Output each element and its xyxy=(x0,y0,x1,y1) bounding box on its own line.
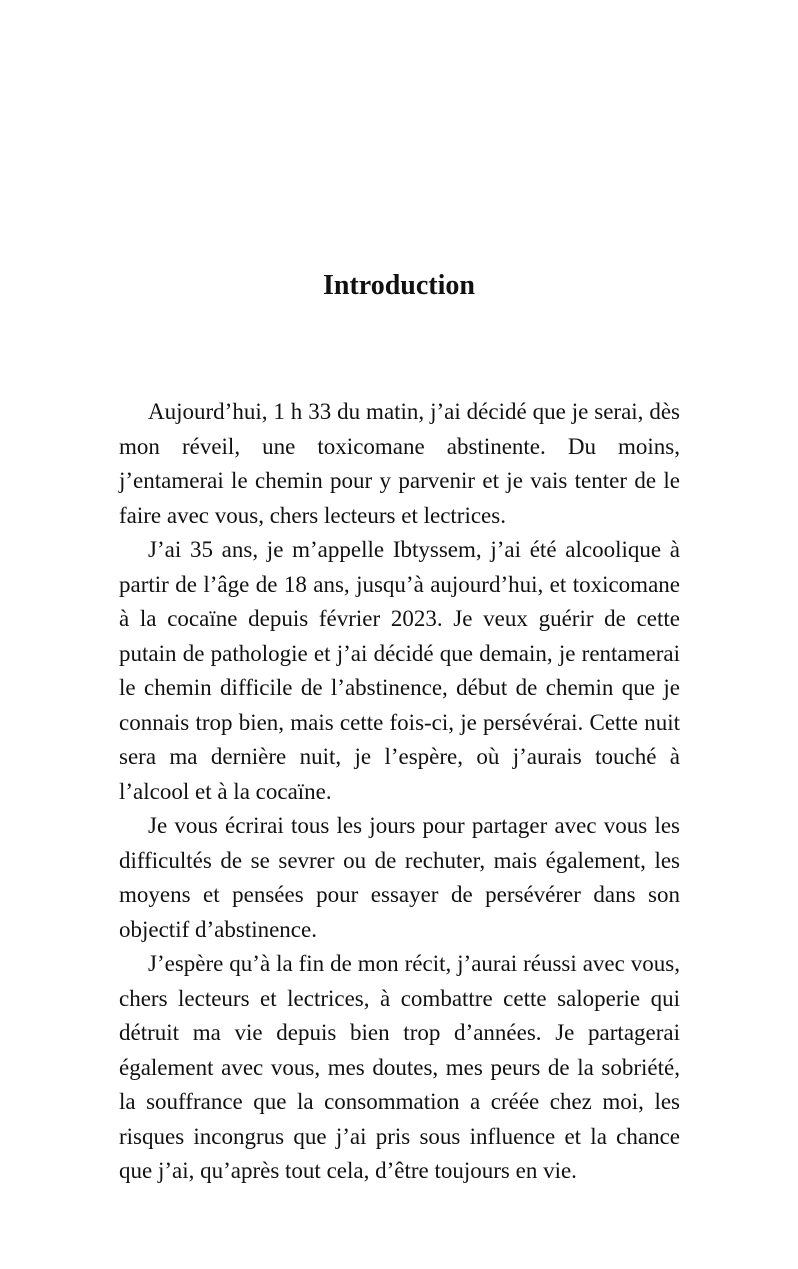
paragraph: Aujourd’hui, 1 h 33 du matin, j’ai décidé que je serai, dès mon réveil, une toxicomane abstinente. Du moins, j’entamerai le chemin pour y parvenir et je vais tenter de le faire avec vous, chers lecteurs et lectrices. xyxy=(119,399,680,528)
chapter-body xyxy=(119,395,680,1189)
paragraph: Je vous écrirai tous les jours pour partager avec vous les difficultés de se sevrer ou de rechuter, mais également, les moyens et pensées pour essayer de persévérer dans son objectif d’abstinence. xyxy=(119,813,680,942)
chapter-title: Introduction xyxy=(323,270,475,301)
paragraph: J’ai 35 ans, je m’appelle Ibtyssem, j’ai été alcoolique à partir de l’âge de 18 ans, jusqu’à aujourd’hui, et toxicomane à la cocaïne depuis février 2023. Je veux guérir de cette putain de pathologie et j’ai décidé que demain, je rentamerai le chemin difficile de l’abstinence, début de chemin que je connais trop bien, mais cette fois-ci, je persévérai. Cette nuit sera ma dernière nuit, je l’espère, où j’aurais touché à l’alcool et à la cocaïne. xyxy=(119,537,680,804)
paragraph: J’espère qu’à la fin de mon récit, j’aurai réussi avec vous, chers lecteurs et lectrices, à combattre cette saloperie qui détruit ma vie depuis bien trop d’années. Je partagerai également avec vous, mes doutes, mes peurs de la sobriété, la souffrance que la consommation a créée chez moi, les risques incongrus que j’ai pris sous influence et la chance que j’ai, qu’après tout cela, d’être toujours en vie. xyxy=(119,951,680,1183)
